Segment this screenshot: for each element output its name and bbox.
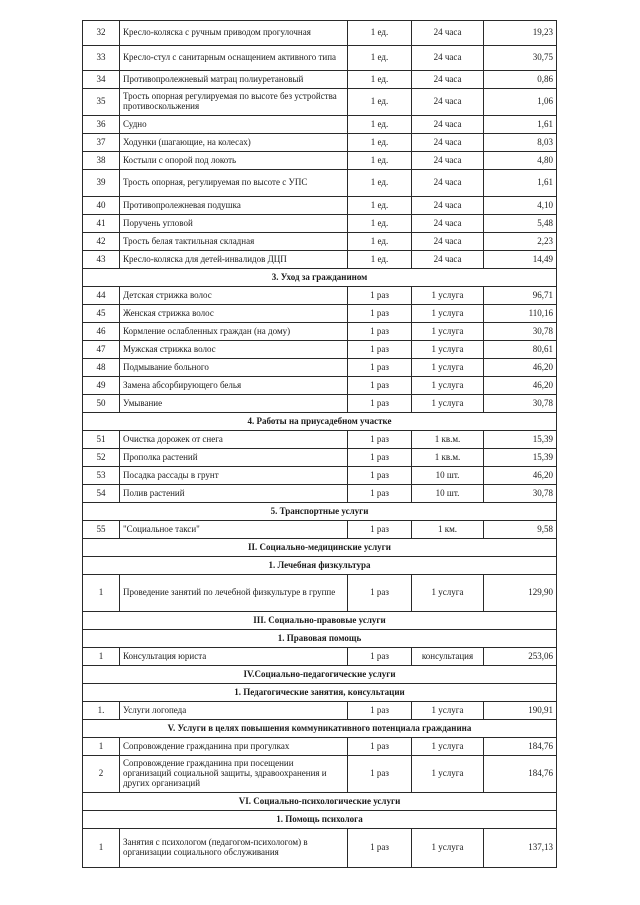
table-row xyxy=(83,738,557,756)
row-number: 55 xyxy=(83,521,120,539)
quantity-cell: консультация xyxy=(412,648,484,666)
quantity-cell: 1 услуга xyxy=(412,575,484,612)
quantity-cell: 10 шт. xyxy=(412,467,484,485)
section-header-row xyxy=(83,666,557,684)
table-row xyxy=(83,702,557,720)
row-number: 46 xyxy=(83,323,120,341)
row-number: 52 xyxy=(83,449,120,467)
quantity-cell: 24 часа xyxy=(412,251,484,269)
table-row xyxy=(83,521,557,539)
service-name: Кресло-коляска для детей-инвалидов ДЦП xyxy=(120,251,348,269)
unit-cell: 1 раз xyxy=(348,377,412,395)
unit-cell: 1 раз xyxy=(348,829,412,868)
unit-cell: 1 ед. xyxy=(348,21,412,46)
unit-cell: 1 ед. xyxy=(348,71,412,89)
quantity-cell: 24 часа xyxy=(412,89,484,116)
row-number: 49 xyxy=(83,377,120,395)
service-name: Мужская стрижка волос xyxy=(120,341,348,359)
unit-cell: 1 раз xyxy=(348,323,412,341)
section-header-row xyxy=(83,269,557,287)
service-name: Полив растений xyxy=(120,485,348,503)
section-header-row xyxy=(83,557,557,575)
unit-cell: 1 ед. xyxy=(348,46,412,71)
quantity-cell: 24 часа xyxy=(412,71,484,89)
unit-cell: 1 ед. xyxy=(348,197,412,215)
row-number: 54 xyxy=(83,485,120,503)
service-name: Противопролежневый матрац полиуретановый xyxy=(120,71,348,89)
quantity-cell: 1 услуга xyxy=(412,377,484,395)
row-number: 41 xyxy=(83,215,120,233)
quantity-cell: 1 услуга xyxy=(412,702,484,720)
service-name: Очистка дорожек от снега xyxy=(120,431,348,449)
section-header-row xyxy=(83,811,557,829)
unit-cell: 1 раз xyxy=(348,467,412,485)
table-row xyxy=(83,756,557,793)
row-number: 50 xyxy=(83,395,120,413)
table-row xyxy=(83,287,557,305)
row-number: 39 xyxy=(83,170,120,197)
service-name: Умывание xyxy=(120,395,348,413)
quantity-cell: 24 часа xyxy=(412,46,484,71)
service-name: Занятия с психологом (педагогом-психологом) в организации социального обслуживания xyxy=(120,829,348,868)
service-name: Услуги логопеда xyxy=(120,702,348,720)
quantity-cell: 1 услуга xyxy=(412,395,484,413)
service-name: Трость белая тактильная складная xyxy=(120,233,348,251)
table-row xyxy=(83,359,557,377)
unit-cell: 1 раз xyxy=(348,449,412,467)
row-number: 33 xyxy=(83,46,120,71)
row-number: 47 xyxy=(83,341,120,359)
price-cell: 96,71 xyxy=(484,287,557,305)
section-title: 4. Работы на приусадебном участке xyxy=(83,413,557,431)
unit-cell: 1 раз xyxy=(348,702,412,720)
unit-cell: 1 ед. xyxy=(348,116,412,134)
quantity-cell: 24 часа xyxy=(412,152,484,170)
service-name: Судно xyxy=(120,116,348,134)
tariff-table-body xyxy=(83,21,557,868)
price-cell: 14,49 xyxy=(484,251,557,269)
row-number: 44 xyxy=(83,287,120,305)
section-title: V. Услуги в целях повышения коммуникативного потенциала гражданина xyxy=(83,720,557,738)
unit-cell: 1 ед. xyxy=(348,215,412,233)
row-number: 43 xyxy=(83,251,120,269)
row-number: 45 xyxy=(83,305,120,323)
section-header-row xyxy=(83,793,557,811)
unit-cell: 1 раз xyxy=(348,359,412,377)
unit-cell: 1 раз xyxy=(348,395,412,413)
unit-cell: 1 раз xyxy=(348,341,412,359)
price-cell: 190,91 xyxy=(484,702,557,720)
price-cell: 2,23 xyxy=(484,233,557,251)
service-name: Проведение занятий по лечебной физкультуре в группе xyxy=(120,575,348,612)
row-number: 40 xyxy=(83,197,120,215)
quantity-cell: 1 услуга xyxy=(412,305,484,323)
service-name: Ходунки (шагающие, на колесах) xyxy=(120,134,348,152)
section-title: VI. Социально-психологические услуги xyxy=(83,793,557,811)
table-row xyxy=(83,431,557,449)
row-number: 38 xyxy=(83,152,120,170)
price-cell: 1,06 xyxy=(484,89,557,116)
section-header-row xyxy=(83,539,557,557)
price-cell: 1,61 xyxy=(484,116,557,134)
row-number: 37 xyxy=(83,134,120,152)
quantity-cell: 1 кв.м. xyxy=(412,431,484,449)
table-row xyxy=(83,116,557,134)
table-row xyxy=(83,829,557,868)
quantity-cell: 24 часа xyxy=(412,134,484,152)
quantity-cell: 10 шт. xyxy=(412,485,484,503)
price-cell: 30,78 xyxy=(484,323,557,341)
table-row xyxy=(83,21,557,46)
price-cell: 253,06 xyxy=(484,648,557,666)
service-name: Противопролежневая подушка xyxy=(120,197,348,215)
table-row xyxy=(83,341,557,359)
price-cell: 4,10 xyxy=(484,197,557,215)
unit-cell: 1 ед. xyxy=(348,170,412,197)
price-cell: 19,23 xyxy=(484,21,557,46)
table-row xyxy=(83,71,557,89)
table-row xyxy=(83,648,557,666)
unit-cell: 1 раз xyxy=(348,287,412,305)
service-name: Женская стрижка волос xyxy=(120,305,348,323)
table-row xyxy=(83,197,557,215)
unit-cell: 1 ед. xyxy=(348,89,412,116)
section-title: 1. Педагогические занятия, консультации xyxy=(83,684,557,702)
price-cell: 0,86 xyxy=(484,71,557,89)
service-name: Кресло-коляска с ручным приводом прогулочная xyxy=(120,21,348,46)
service-name: Детская стрижка волос xyxy=(120,287,348,305)
service-name: Кресло-стул с санитарным оснащением активного типа xyxy=(120,46,348,71)
service-name: Поручень угловой xyxy=(120,215,348,233)
tariff-table xyxy=(82,20,557,868)
quantity-cell: 1 услуга xyxy=(412,323,484,341)
table-row xyxy=(83,323,557,341)
quantity-cell: 1 услуга xyxy=(412,829,484,868)
quantity-cell: 24 часа xyxy=(412,197,484,215)
unit-cell: 1 раз xyxy=(348,431,412,449)
price-cell: 129,90 xyxy=(484,575,557,612)
price-cell: 184,76 xyxy=(484,738,557,756)
quantity-cell: 1 кв.м. xyxy=(412,449,484,467)
service-name: Трость опорная, регулируемая по высоте с УПС xyxy=(120,170,348,197)
table-row xyxy=(83,46,557,71)
price-cell: 5,48 xyxy=(484,215,557,233)
service-name: Посадка рассады в грунт xyxy=(120,467,348,485)
section-title: IV.Социально-педагогические услуги xyxy=(83,666,557,684)
price-cell: 30,78 xyxy=(484,485,557,503)
table-row xyxy=(83,467,557,485)
price-cell: 110,16 xyxy=(484,305,557,323)
table-row xyxy=(83,251,557,269)
table-row xyxy=(83,215,557,233)
service-name: Кормление ослабленных граждан (на дому) xyxy=(120,323,348,341)
section-header-row xyxy=(83,684,557,702)
quantity-cell: 1 услуга xyxy=(412,359,484,377)
price-cell: 184,76 xyxy=(484,756,557,793)
unit-cell: 1 ед. xyxy=(348,233,412,251)
unit-cell: 1 ед. xyxy=(348,152,412,170)
service-name: Трость опорная регулируемая по высоте без устройства противоскольжения xyxy=(120,89,348,116)
price-cell: 80,61 xyxy=(484,341,557,359)
section-header-row xyxy=(83,413,557,431)
unit-cell: 1 ед. xyxy=(348,251,412,269)
price-cell: 9,58 xyxy=(484,521,557,539)
quantity-cell: 1 услуга xyxy=(412,287,484,305)
row-number: 32 xyxy=(83,21,120,46)
table-row xyxy=(83,152,557,170)
unit-cell: 1 раз xyxy=(348,575,412,612)
table-row xyxy=(83,395,557,413)
row-number: 53 xyxy=(83,467,120,485)
service-name: Прополка растений xyxy=(120,449,348,467)
table-row xyxy=(83,134,557,152)
section-title: III. Социально-правовые услуги xyxy=(83,612,557,630)
unit-cell: 1 раз xyxy=(348,756,412,793)
table-row xyxy=(83,485,557,503)
service-name: Подмывание больного xyxy=(120,359,348,377)
row-number: 1 xyxy=(83,575,120,612)
price-cell: 15,39 xyxy=(484,449,557,467)
price-cell: 8,03 xyxy=(484,134,557,152)
service-name: "Социальное такси" xyxy=(120,521,348,539)
table-row xyxy=(83,170,557,197)
row-number: 34 xyxy=(83,71,120,89)
price-cell: 15,39 xyxy=(484,431,557,449)
price-cell: 46,20 xyxy=(484,359,557,377)
table-row xyxy=(83,305,557,323)
price-cell: 4,80 xyxy=(484,152,557,170)
service-name: Костыли с опорой под локоть xyxy=(120,152,348,170)
price-cell: 137,13 xyxy=(484,829,557,868)
service-name: Сопровождение гражданина при прогулках xyxy=(120,738,348,756)
price-cell: 46,20 xyxy=(484,467,557,485)
unit-cell: 1 раз xyxy=(348,738,412,756)
service-name: Замена абсорбирующего белья xyxy=(120,377,348,395)
row-number: 1. xyxy=(83,702,120,720)
quantity-cell: 24 часа xyxy=(412,233,484,251)
section-header-row xyxy=(83,720,557,738)
service-name: Сопровождение гражданина при посещении организаций социальной защиты, здравоохранения и других организаций xyxy=(120,756,348,793)
row-number: 1 xyxy=(83,738,120,756)
price-cell: 46,20 xyxy=(484,377,557,395)
quantity-cell: 1 км. xyxy=(412,521,484,539)
row-number: 51 xyxy=(83,431,120,449)
section-header-row xyxy=(83,612,557,630)
table-row xyxy=(83,377,557,395)
table-row xyxy=(83,449,557,467)
section-title: II. Социально-медицинские услуги xyxy=(83,539,557,557)
price-cell: 30,75 xyxy=(484,46,557,71)
section-header-row xyxy=(83,503,557,521)
price-cell: 30,78 xyxy=(484,395,557,413)
table-row xyxy=(83,89,557,116)
row-number: 42 xyxy=(83,233,120,251)
section-header-row xyxy=(83,630,557,648)
row-number: 35 xyxy=(83,89,120,116)
price-cell: 1,61 xyxy=(484,170,557,197)
quantity-cell: 1 услуга xyxy=(412,738,484,756)
quantity-cell: 24 часа xyxy=(412,21,484,46)
row-number: 1 xyxy=(83,648,120,666)
row-number: 36 xyxy=(83,116,120,134)
unit-cell: 1 раз xyxy=(348,305,412,323)
unit-cell: 1 раз xyxy=(348,521,412,539)
section-title: 1. Правовая помощь xyxy=(83,630,557,648)
row-number: 48 xyxy=(83,359,120,377)
quantity-cell: 1 услуга xyxy=(412,341,484,359)
section-title: 3. Уход за гражданином xyxy=(83,269,557,287)
section-title: 1. Лечебная физкультура xyxy=(83,557,557,575)
unit-cell: 1 ед. xyxy=(348,134,412,152)
section-title: 5. Транспортные услуги xyxy=(83,503,557,521)
service-name: Консультация юриста xyxy=(120,648,348,666)
quantity-cell: 24 часа xyxy=(412,116,484,134)
unit-cell: 1 раз xyxy=(348,648,412,666)
section-title: 1. Помощь психолога xyxy=(83,811,557,829)
quantity-cell: 24 часа xyxy=(412,215,484,233)
table-row xyxy=(83,233,557,251)
row-number: 2 xyxy=(83,756,120,793)
quantity-cell: 24 часа xyxy=(412,170,484,197)
unit-cell: 1 раз xyxy=(348,485,412,503)
quantity-cell: 1 услуга xyxy=(412,756,484,793)
row-number: 1 xyxy=(83,829,120,868)
table-row xyxy=(83,575,557,612)
